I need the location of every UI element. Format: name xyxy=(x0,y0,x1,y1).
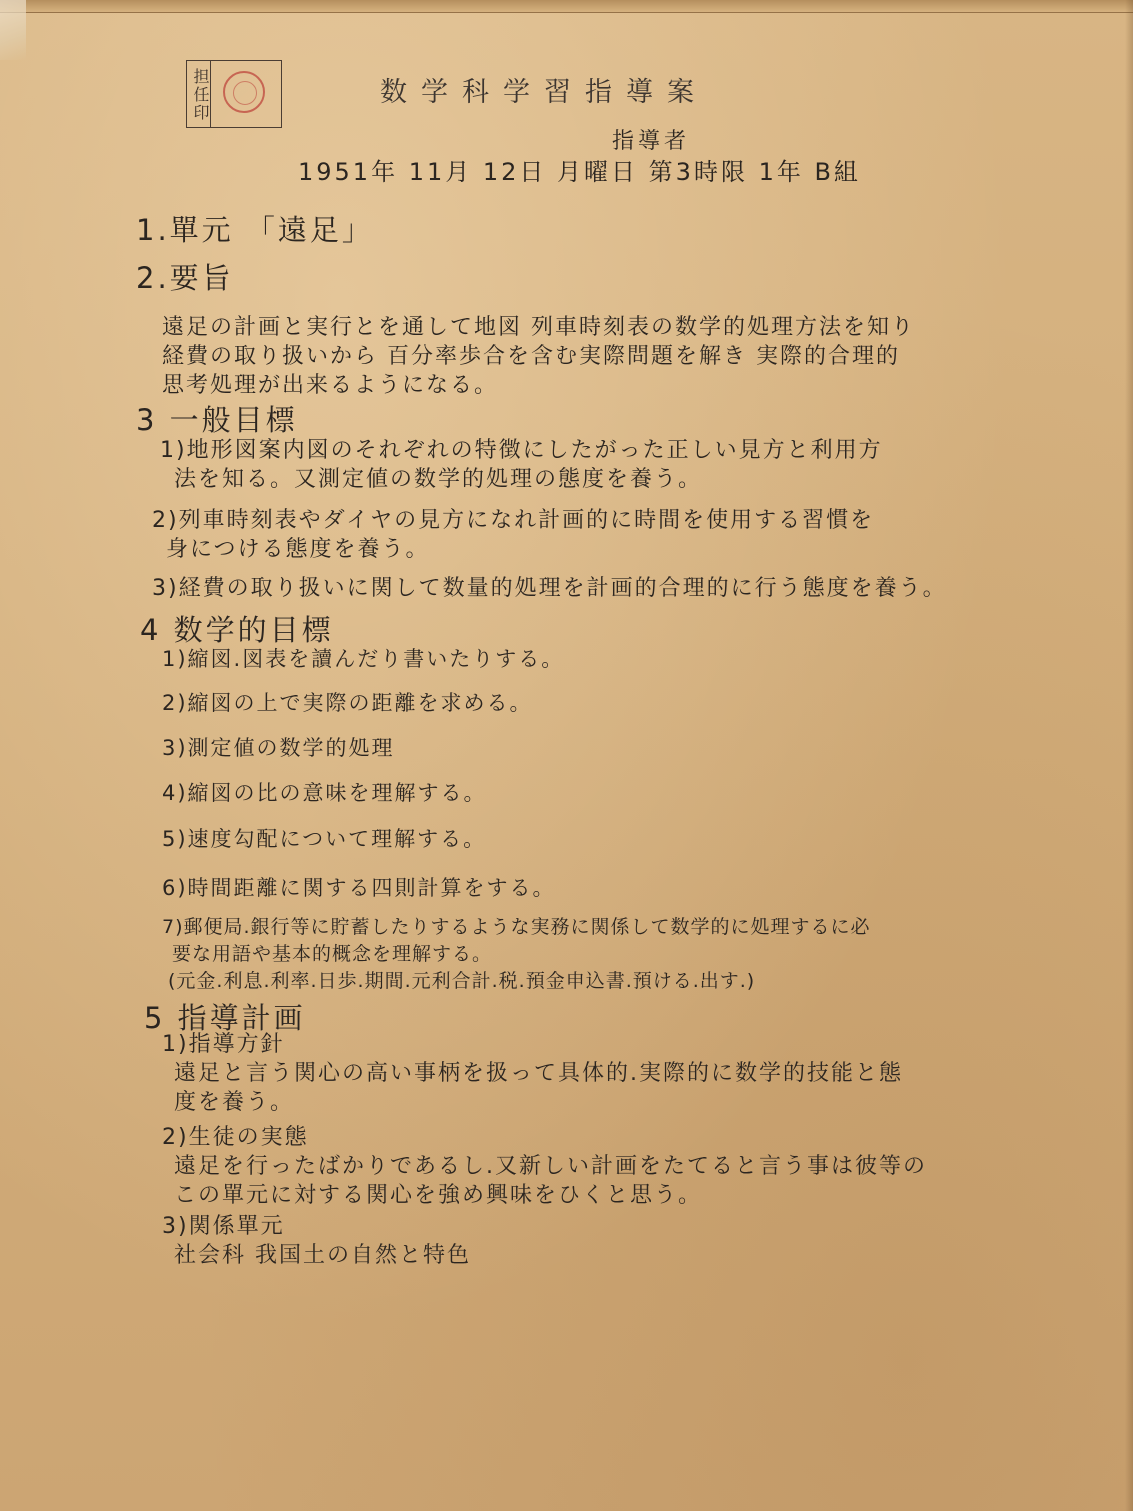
section-2-line: 遠足の計画と実行とを通して地図 列車時刻表の数学的処理方法を知り xyxy=(162,315,915,340)
guidance-policy-line: 遠足と言う関心の高い事柄を扱って具体的.実際的に数学的技能と態 xyxy=(174,1061,903,1086)
student-status-line: この單元に対する関心を強め興味をひくと思う。 xyxy=(174,1183,703,1208)
related-units-line: 社会科 我国土の自然と特色 xyxy=(174,1243,471,1268)
general-goal-line: 身につける態度を養う。 xyxy=(166,537,430,562)
document-title: 数学科学習指導案 xyxy=(380,77,708,108)
student-status-line: 遠足を行ったばかりであるし.又新しい計画をたてると言う事は彼等の xyxy=(174,1154,927,1179)
general-goal-line: 2)列車時刻表やダイヤの見方になれ計画的に時間を使用する習慣を xyxy=(152,508,875,533)
general-goal-1 xyxy=(160,436,883,494)
general-goal-line: 法を知る。又測定値の数学的処理の態度を養う。 xyxy=(174,467,703,492)
student-status-title: 2)生徒の実態 xyxy=(162,1125,309,1150)
guidance-policy xyxy=(162,1030,903,1117)
section-2-line: 思考処理が出来るようになる。 xyxy=(162,373,499,398)
guidance-policy-title: 1)指導方針 xyxy=(162,1032,285,1057)
red-seal-icon xyxy=(223,71,265,113)
math-goal-1: 1)縮図.図表を讀んだり書いたりする。 xyxy=(162,647,565,671)
general-goal-3 xyxy=(152,574,947,603)
math-goal-3: 3)測定値の数学的処理 xyxy=(162,736,395,760)
section-5-heading: 5 指導計画 xyxy=(144,1001,306,1035)
section-3-heading: 3 一般目標 xyxy=(136,403,298,437)
math-goal-7-line: (元金.利息.利率.日歩.期間.元利合計.税.預金申込書.預ける.出す.) xyxy=(168,970,756,992)
math-goal-2: 2)縮図の上で実際の距離を求める。 xyxy=(162,691,533,715)
math-goal-6: 6)時間距離に関する四則計算をする。 xyxy=(162,876,556,900)
student-status xyxy=(162,1123,927,1210)
general-goal-2 xyxy=(152,506,874,564)
related-units xyxy=(162,1212,471,1270)
instructor-label: 指導者 xyxy=(612,129,691,154)
math-goal-7-line: 7)郵便局.銀行等に貯蓄したりするような実務に関係して数学的に処理するに必 xyxy=(162,916,871,938)
paper-top-edge xyxy=(0,0,1133,13)
paper-right-edge xyxy=(1125,0,1133,1511)
math-goal-7 xyxy=(162,914,871,995)
section-2-body xyxy=(162,313,915,400)
stamp-label: 担任印 xyxy=(187,61,211,127)
paper-corner-tear xyxy=(0,0,26,60)
date-line: 1951年 11月 12日 月曜日 第3時限 1年 B組 xyxy=(298,158,861,186)
section-2-line: 経費の取り扱いから 百分率歩合を含む実際問題を解き 実際的合理的 xyxy=(162,344,900,369)
math-goal-5: 5)速度勾配について理解する。 xyxy=(162,827,487,851)
section-1-heading: 1.單元 「遠足」 xyxy=(136,213,374,247)
guidance-policy-line: 度を養う。 xyxy=(174,1090,295,1115)
teacher-stamp-box xyxy=(186,60,282,128)
math-goal-4: 4)縮図の比の意味を理解する。 xyxy=(162,781,487,805)
general-goal-line: 1)地形図案内図のそれぞれの特徴にしたがった正しい見方と利用方 xyxy=(160,438,883,463)
section-2-heading: 2.要旨 xyxy=(136,261,234,295)
seal-inner-ring xyxy=(233,81,257,105)
math-goal-7-line: 要な用語や基本的概念を理解する。 xyxy=(172,943,493,965)
related-units-title: 3)関係單元 xyxy=(162,1214,285,1239)
general-goal-line: 3)経費の取り扱いに関して数量的処理を計画的合理的に行う態度を養う。 xyxy=(152,576,947,601)
section-4-heading: 4 数学的目標 xyxy=(140,613,334,647)
